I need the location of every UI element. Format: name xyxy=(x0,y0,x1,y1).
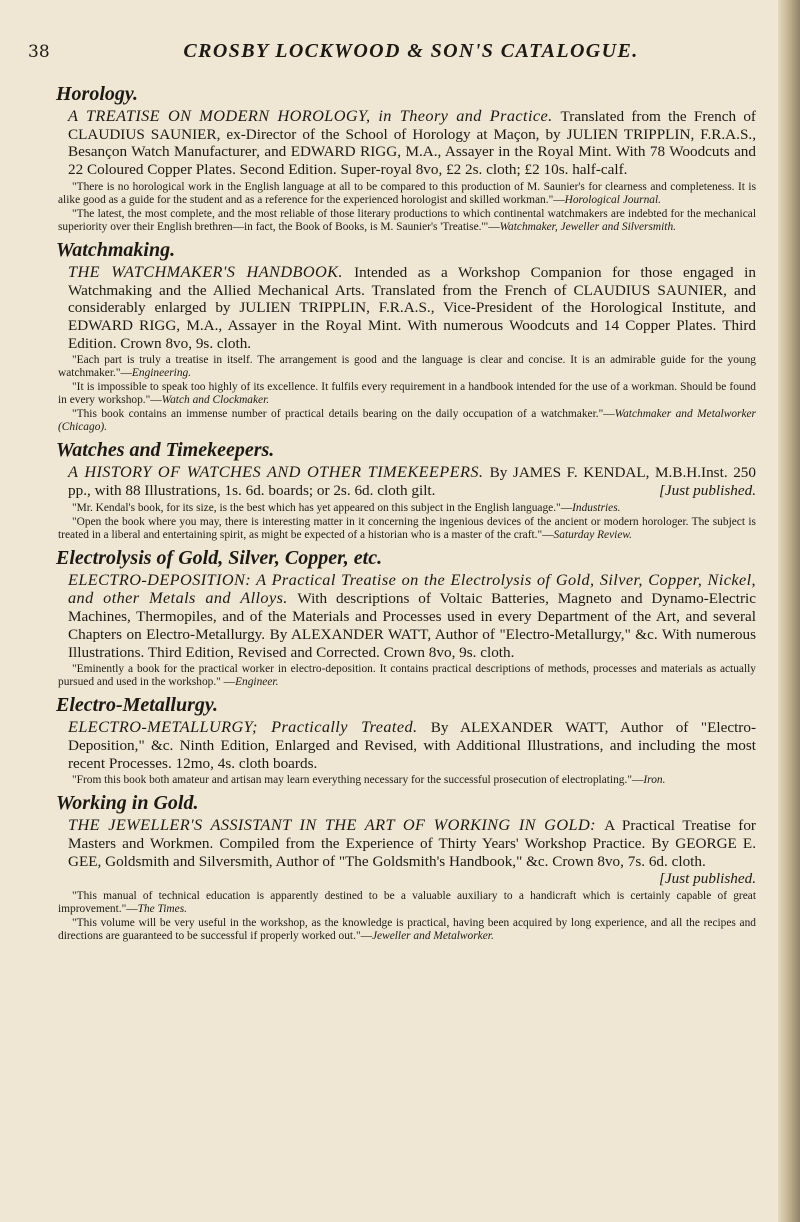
book-description: By ALEXANDER WATT, Author of "Electro-Deposition," &c. Ninth Edition, Enlarged and Revised, with Additional Illustrations, and including the most recent Processes. 12mo, 4s. cloth boards. xyxy=(68,719,757,772)
book-entry xyxy=(68,571,756,662)
review-text: "From this book both amateur and artisan may learn everything necessary for the successful prosecution of electroplating."— xyxy=(72,774,644,787)
review-text: "Mr. Kendal's book, for its size, is the best which has yet appeared on this subject in the English language."— xyxy=(72,501,573,514)
catalogue-section xyxy=(58,82,756,234)
book-entry xyxy=(68,263,756,353)
page-header xyxy=(28,40,756,82)
section-heading: Watchmaking. xyxy=(56,238,176,261)
running-head: CROSBY LOCKWOOD & SON'S CATALOGUE. xyxy=(183,40,639,62)
book-title: A HISTORY OF WATCHES AND OTHER TIMEKEEPERS. xyxy=(68,462,490,482)
review-text: "Each part is truly a treatise in itself. The arrangement is good and the language is clear and concise. It is an admirable guide for the young watchmaker."— xyxy=(58,354,756,380)
review-source: Watchmaker, Jeweller and Silversmith. xyxy=(499,220,677,233)
review-source: The Times. xyxy=(137,903,187,916)
review-text: "This book contains an immense number of practical details bearing on the daily occupation of a watchmaker."— xyxy=(72,408,615,421)
book-title: A TREATISE ON MODERN HOROLOGY, in Theory and Practice. xyxy=(68,106,561,125)
review-text: "Open the book where you may, there is interesting matter in it concerning the ingenious devices of the ancient or modern horologer. The subject is treated in a liberal and entertaining spirit, as might be expected of a historian who is a master of the craft."— xyxy=(58,515,756,541)
book-title: ELECTRO-DEPOSITION: A Practical Treatise on the Electrolysis of Gold, Silver, Copper, Nickel, and other Metals and Alloys. xyxy=(68,569,756,608)
book-description: By JAMES F. KENDAL, M.B.H.Inst. 250 pp., with 88 Illustrations, 1s. 6d. boards; or 2s. 6d. cloth gilt. xyxy=(68,464,756,500)
catalogue-body xyxy=(58,82,756,947)
book-description: A Practical Treatise for Masters and Workmen. Compiled from the Experience of Thirty Years' Workshop Practice. By GEORGE E. GEE, Goldsmith and Silversmith, Author of "The Goldsmith's Handbook," &c. Crown 8vo, 7s. 6d. cloth. xyxy=(68,817,756,870)
review-quote xyxy=(58,408,756,434)
review-text: "The latest, the most complete, and the most reliable of those literary productions to which continental watchmakers are indebted for the mechanical superiority over their English brethren—in fact, the Book of Books, is M. Saunier's 'Treatise.'"— xyxy=(58,207,756,233)
catalogue-section xyxy=(58,791,756,943)
book-description: Translated from the French of CLAUDIUS SAUNIER, ex-Director of the School of Horology at Maçon, by JULIEN TRIPPLIN, F.R.A.S., Besançon Watch Manufacturer, and EDWARD RIGG, M.A., Assayer in the Royal Mint. With 78 Woodcuts and 22 Coloured Copper Plates. Second Edition. Super-royal 8vo, £2 2s. cloth; £2 10s. half-calf. xyxy=(68,108,756,179)
page-number: 38 xyxy=(28,42,50,62)
review-quote xyxy=(58,181,756,207)
review-text: "Eminently a book for the practical worker in electro-deposition. It contains practical descriptions of methods, processes and materials as actually pursued and used in the workshop." — xyxy=(58,663,756,689)
section-heading: Electrolysis of Gold, Silver, Copper, etc. xyxy=(56,546,383,569)
book-entry xyxy=(68,816,756,888)
review-text: "This volume will be very useful in the workshop, as the knowledge is practical, having been acquired by long experience, and all the recipes and directions are guaranteed to be successful if properly worked out."— xyxy=(58,917,756,943)
review-quote xyxy=(58,516,756,542)
book-description: Intended as a Workshop Companion for those engaged in Watchmaking and the Allied Mechanical Arts. Translated from the French of CLAUDIUS SAUNIER, and considerably enlarged by JULIEN TRIPPLIN, F.R.A.S., Vice-President of the Horological Institute, and EDWARD RIGG, M.A., Assayer in the Royal Mint. With numerous Woodcuts and 14 Copper Plates. Third Edition. Crown 8vo, 9s. cloth. xyxy=(68,263,756,352)
review-quote xyxy=(58,354,756,380)
review-quote xyxy=(58,774,756,787)
book-entry xyxy=(68,107,756,179)
book-description: With descriptions of Voltaic Batteries, Magneto and Dynamo-Electric Machines, Thermopiles, and of the Materials and Processes used in every Department of the Art, and several Chapters on Electro-Metallurgy. By ALEXANDER WATT, Author of "Electro-Metallurgy," &c. With numerous Illustrations. Third Edition, Revised and Corrected. Crown 8vo, 9s. cloth. xyxy=(68,590,757,661)
book-title: ELECTRO-METALLURGY; Practically Treated. xyxy=(68,717,431,737)
review-text: "This manual of technical education is apparently destined to be a valuable auxiliary to a handicraft which is certainly capable of great improvement."— xyxy=(58,890,756,916)
review-source: Watch and Clockmaker. xyxy=(161,394,270,407)
book-title: THE WATCHMAKER'S HANDBOOK. xyxy=(68,261,355,281)
catalogue-section xyxy=(58,546,756,690)
book-title: THE JEWELLER'S ASSISTANT IN THE ART OF WORKING IN GOLD: xyxy=(68,815,605,835)
review-source: Iron. xyxy=(643,774,666,787)
page-edge-shadow xyxy=(778,0,800,1222)
review-quote xyxy=(58,890,756,916)
publication-note: [Just published. xyxy=(658,482,756,500)
book-entry xyxy=(68,463,756,499)
review-source: Watchmaker and Metalworker (Chicago). xyxy=(58,408,756,434)
review-source: Saturday Review. xyxy=(553,528,632,541)
review-source: Industries. xyxy=(572,501,621,514)
review-source: Jeweller and Metalworker. xyxy=(372,930,494,943)
review-source: Engineering. xyxy=(131,367,192,380)
section-heading: Working in Gold. xyxy=(56,792,199,815)
review-text: "There is no horological work in the English language at all to be compared to this production of M. Saunier's for clearness and completeness. It is alike good as a guide for the student and as a reference for the experienced horologist and skilled workman."— xyxy=(58,180,756,206)
catalogue-section xyxy=(58,693,756,787)
review-quote xyxy=(58,208,756,234)
catalogue-section xyxy=(58,438,756,541)
review-source: Horological Journal. xyxy=(564,193,662,206)
review-quote xyxy=(58,381,756,407)
review-text: "It is impossible to speak too highly of its excellence. It fulfils every requirement in a handbook intended for the use of a workman. Should be found in every workshop."— xyxy=(58,381,756,407)
section-heading: Horology. xyxy=(56,83,139,105)
review-quote xyxy=(58,502,756,515)
review-quote xyxy=(58,917,756,943)
review-source: Engineer. xyxy=(235,676,279,689)
catalogue-section xyxy=(58,238,756,435)
review-quote xyxy=(58,663,756,689)
publication-note: [Just published. xyxy=(658,870,756,888)
section-heading: Electro-Metallurgy. xyxy=(56,694,219,717)
section-heading: Watches and Timekeepers. xyxy=(56,439,275,462)
book-entry xyxy=(68,718,756,772)
